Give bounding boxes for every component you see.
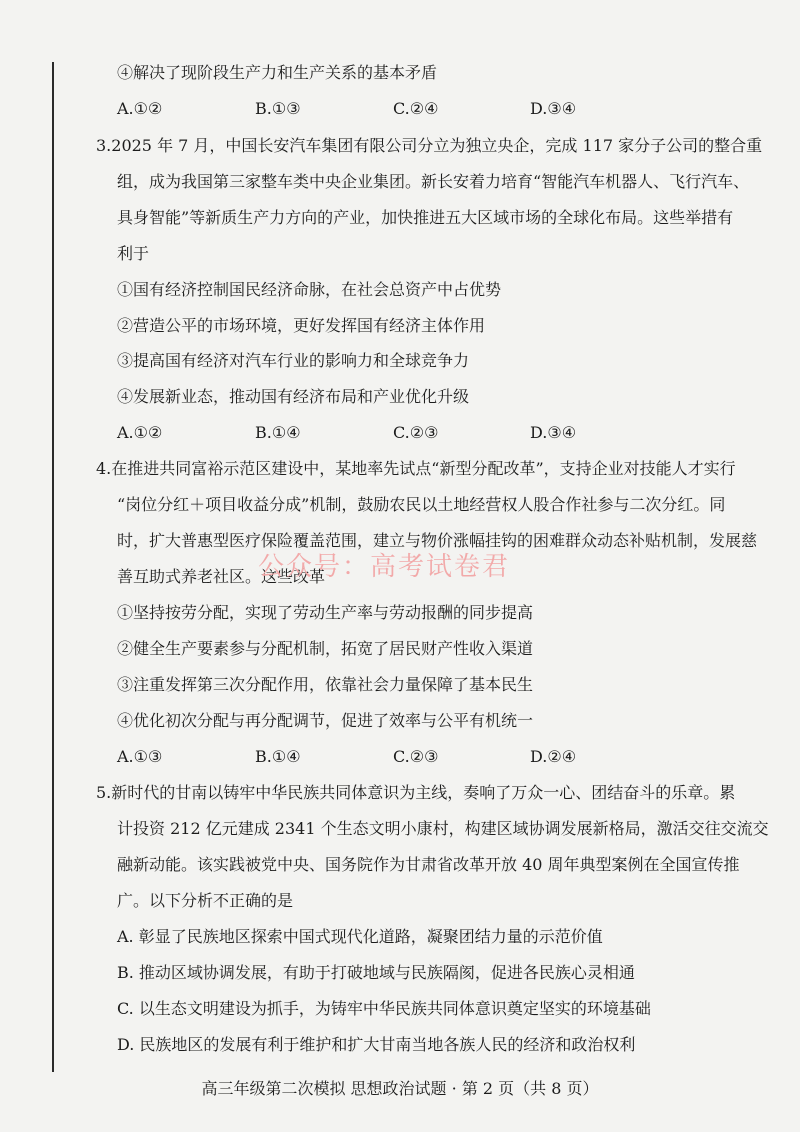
q5-stem-line-1: 5.新时代的甘南以铸牢中华民族共同体意识为主线，奏响了万众一心、团结奋斗的乐章。累	[96, 783, 736, 802]
q4-item-3: ③注重发挥第三次分配作用，依靠社会力量保障了基本民生	[117, 675, 534, 694]
q3-item-1: ①国有经济控制国民经济命脉，在社会总资产中占优势	[117, 280, 502, 299]
q4-item-4: ④优化初次分配与再分配调节，促进了效率与公平有机统一	[117, 711, 534, 730]
page-footer: 高三年级第二次模拟 思想政治试题 · 第 2 页（共 8 页）	[201, 1079, 599, 1098]
q5-stem-line-3: 融新动能。该实践被党中央、国务院作为甘肃省改革开放 40 周年典型案例在全国宣传推	[117, 855, 740, 874]
q4-choice-a: A.①③	[117, 747, 163, 766]
q4-choice-c: C.②③	[393, 747, 439, 766]
q5-stem-line-4: 广。以下分析不正确的是	[117, 891, 294, 910]
q2-choice-b: B.①③	[255, 99, 301, 118]
q3-choice-b: B.①④	[255, 423, 301, 442]
binding-margin-line	[52, 62, 54, 1072]
q4-stem-line-4: 善互助式养老社区。这些改革	[117, 567, 326, 586]
q2-item-4: ④解决了现阶段生产力和生产关系的基本矛盾	[117, 63, 438, 82]
q2-choice-c: C.②④	[393, 99, 439, 118]
q3-item-4: ④发展新业态，推动国有经济布局和产业优化升级	[117, 387, 470, 406]
q3-stem-line-1: 3.2025 年 7 月，中国长安汽车集团有限公司分立为独立央企，完成 117 家分子公司的整合重	[96, 136, 763, 155]
q4-choice-b: B.①④	[255, 747, 301, 766]
q3-item-3: ③提高国有经济对汽车行业的影响力和全球竞争力	[117, 351, 470, 370]
q5-option-c: C. 以生态文明建设为抓手，为铸牢中华民族共同体意识奠定坚实的环境基础	[117, 999, 651, 1018]
q3-stem-line-2: 组，成为我国第三家整车类中央企业集团。新长安着力培育“智能汽车机器人、飞行汽车、	[117, 172, 750, 191]
q3-item-2: ②营造公平的市场环境，更好发挥国有经济主体作用	[117, 316, 486, 335]
q5-option-a: A. 彰显了民族地区探索中国式现代化道路，凝聚团结力量的示范价值	[117, 927, 603, 946]
q3-choice-a: A.①②	[117, 423, 163, 442]
q4-stem-line-2: “岗位分红＋项目收益分成”机制，鼓励农民以土地经营权人股合作社参与二次分红。同	[117, 495, 726, 514]
q4-choice-d: D.②④	[530, 747, 577, 766]
q5-option-d: D. 民族地区的发展有利于维护和扩大甘南当地各族人民的经济和政治权利	[117, 1035, 636, 1054]
q3-stem-line-4: 利于	[117, 244, 150, 263]
q4-item-1: ①坚持按劳分配，实现了劳动生产率与劳动报酬的同步提高	[117, 603, 534, 622]
q2-choice-a: A.①②	[117, 99, 163, 118]
q4-stem-line-3: 时，扩大普惠型医疗保险覆盖范围，建立与物价涨幅挂钩的困难群众动态补贴机制，发展慈	[117, 531, 758, 550]
q2-choice-d: D.③④	[530, 99, 577, 118]
q3-choice-d: D.③④	[530, 423, 577, 442]
watermark: 公众号：高考试卷君	[258, 552, 511, 582]
q5-option-b: B. 推动区域协调发展，有助于打破地域与民族隔阂，促进各民族心灵相通	[117, 963, 635, 982]
q3-choice-c: C.②③	[393, 423, 439, 442]
q4-item-2: ②健全生产要素参与分配机制，拓宽了居民财产性收入渠道	[117, 639, 534, 658]
q3-stem-line-3: 具身智能”等新质生产力方向的产业，加快推进五大区域市场的全球化布局。这些举措有	[117, 208, 734, 227]
q5-stem-line-2: 计投资 212 亿元建成 2341 个生态文明小康村，构建区域协调发展新格局，激活交往交流交	[117, 819, 769, 838]
q4-stem-line-1: 4.在推进共同富裕示范区建设中，某地率先试点“新型分配改革”，支持企业对技能人才实行	[96, 459, 736, 478]
